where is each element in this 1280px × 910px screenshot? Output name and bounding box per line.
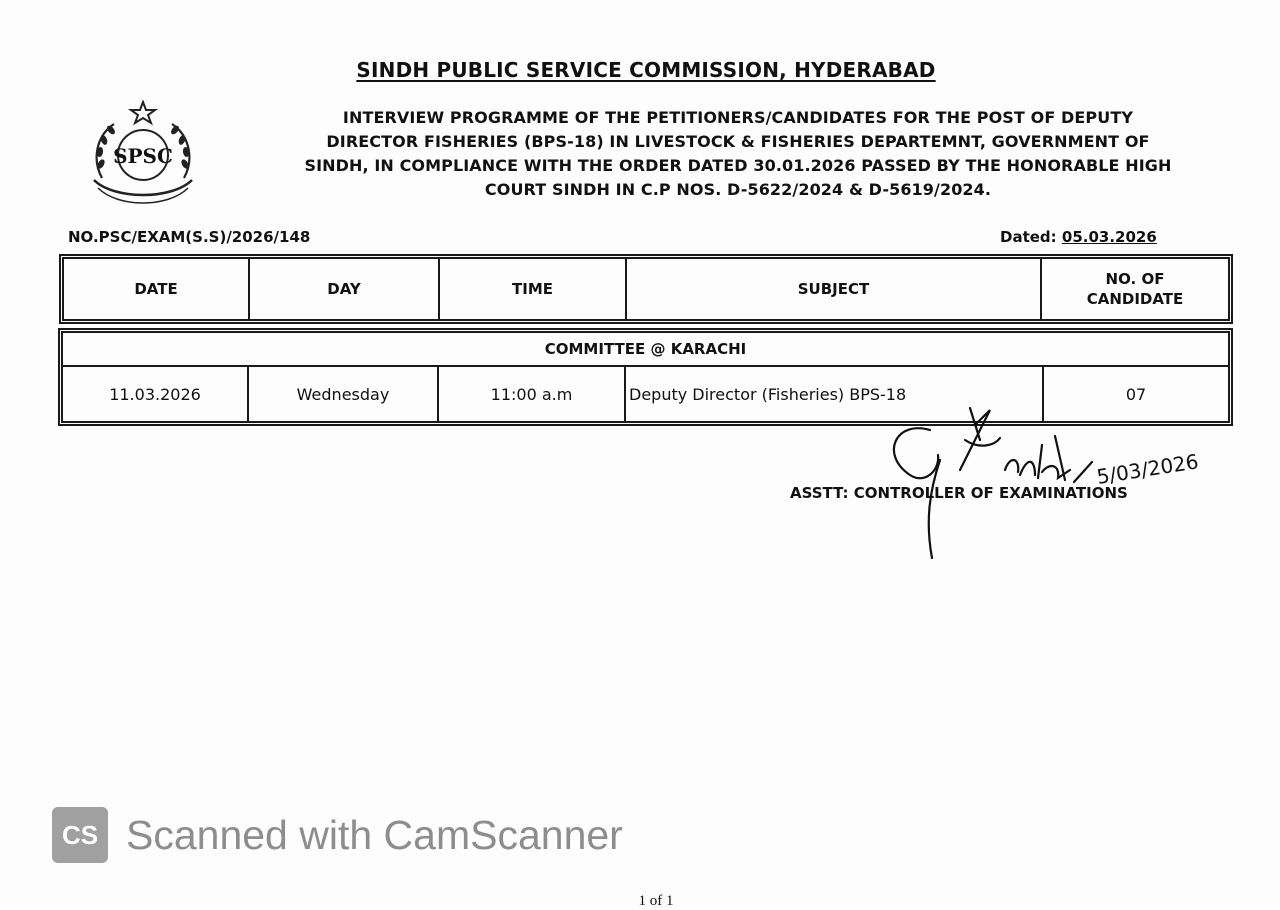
dated-label: Dated:: [1000, 228, 1057, 246]
subject-line: SINDH, IN COMPLIANCE WITH THE ORDER DATED 30.01.2026 PASSED BY THE HONORABLE HIGH: [304, 156, 1172, 175]
cell-subject: Deputy Director (Fisheries) BPS-18: [625, 366, 1043, 422]
schedule-body-table: [61, 331, 1230, 423]
camscanner-watermark: [52, 806, 623, 864]
column-header-subject: SUBJECT: [626, 258, 1041, 320]
cell-candidate-count: 07: [1043, 366, 1229, 422]
subject-line: COURT SINDH IN C.P NOS. D-5622/2024 & D-5619/2024.: [484, 180, 992, 199]
signatory-title: ASSTT: CONTROLLER OF EXAMINATIONS: [790, 484, 1128, 502]
svg-text:SPSC: SPSC: [113, 144, 173, 168]
subject-line: DIRECTOR FISHERIES (BPS-18) IN LIVESTOCK & FISHERIES DEPARTEMNT, GOVERNMENT OF: [326, 132, 1150, 151]
cell-time: 11:00 a.m: [438, 366, 625, 422]
cell-day: Wednesday: [248, 366, 438, 422]
dated: [1000, 228, 1157, 246]
schedule-header-table: [62, 257, 1230, 321]
camscanner-text: Scanned with CamScanner: [126, 811, 623, 858]
table-row: [62, 366, 1229, 422]
page-number: 1 of 1: [638, 893, 674, 909]
dated-value: 05.03.2026: [1061, 228, 1157, 246]
cell-date: 11.03.2026: [62, 366, 248, 422]
column-header-date: DATE: [63, 258, 249, 320]
committee-group-label: COMMITTEE @ KARACHI: [62, 332, 1229, 366]
svg-text:5/03/2026: 5/03/2026: [1095, 449, 1201, 489]
column-header-time: TIME: [439, 258, 626, 320]
column-header-candidates-line2: CANDIDATE: [1086, 290, 1184, 308]
spsc-logo: [84, 100, 202, 212]
column-header-candidates-line1: NO. OF: [1105, 270, 1165, 288]
column-header-day: DAY: [249, 258, 439, 320]
camscanner-logo-icon: CS: [52, 807, 108, 863]
org-title: SINDH PUBLIC SERVICE COMMISSION, HYDERABAD: [356, 58, 936, 82]
column-header-candidates: [1041, 258, 1229, 320]
interview-programme-subject: [250, 106, 1226, 202]
reference-number: NO.PSC/EXAM(S.S)/2026/148: [68, 228, 311, 246]
subject-line: INTERVIEW PROGRAMME OF THE PETITIONERS/CANDIDATES FOR THE POST OF DEPUTY: [342, 108, 1134, 127]
